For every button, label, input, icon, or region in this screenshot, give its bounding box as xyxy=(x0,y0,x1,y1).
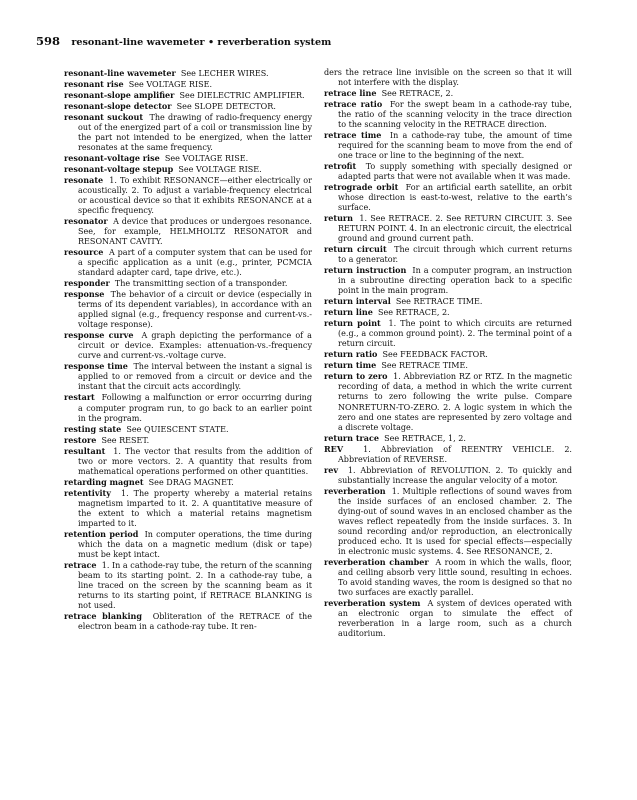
glossary-entry xyxy=(324,244,572,265)
entry-term: retarding magnet xyxy=(64,476,144,487)
entry-term: restart xyxy=(64,392,95,403)
glossary-entry xyxy=(64,446,312,477)
glossary-entry xyxy=(64,560,312,611)
entry-term: resonate xyxy=(64,175,104,186)
entry-definition: See QUIESCENT STATE. xyxy=(126,424,229,434)
glossary-entry xyxy=(324,598,572,639)
entry-definition: A graph depicting the performance of a circuit or device. Examples: attenuation-vs.-frequency curve and current-vs.-voltage curve. xyxy=(78,331,312,361)
glossary-entry xyxy=(64,435,312,446)
entry-definition: For the swept beam in a cathode-ray tube, the ratio of the scanning velocity in the trace direction to the scanning velocity in the RETRACE direction. xyxy=(338,100,572,130)
entry-term: resonant rise xyxy=(64,79,124,90)
glossary-entry xyxy=(64,611,312,632)
entry-definition: See VOLTAGE RISE. xyxy=(164,154,249,164)
glossary-entry xyxy=(324,99,572,130)
glossary-entry xyxy=(324,486,572,557)
entry-definition: 1. To exhibit RESONANCE—either electrically or acoustically. 2. To adjust a variable-frequency electrical or acoustical device so that it exhibits RESONANCE at a specific frequency. xyxy=(78,176,312,216)
entry-definition: See RETRACE, 1, 2. xyxy=(384,433,466,443)
entry-term: response xyxy=(64,289,105,300)
entry-definition: For an artificial earth satellite, an orbit whose direction is east-to-west, relative to the earth’s surface. xyxy=(338,183,572,213)
entry-term: resonant-slope detector xyxy=(64,101,172,112)
entry-term: retentivity xyxy=(64,487,111,498)
entry-term: retrace line xyxy=(324,88,377,99)
left-column xyxy=(64,68,312,632)
entry-definition: Following a malfunction or error occurring during a computer program run, to go back to an earlier point in the program. xyxy=(78,393,312,423)
glossary-entry xyxy=(64,247,312,278)
entry-term: resting state xyxy=(64,423,122,434)
page-number: 598 xyxy=(36,34,61,48)
entry-term: reverberation xyxy=(324,485,386,496)
entry-term: retrace blanking xyxy=(64,610,142,621)
glossary-entry xyxy=(64,361,312,392)
entry-definition: 1. Abbreviation RZ or RTZ. In the magnetic recording of data, a method in which the write current returns to zero following the write pulse. Compare NONRETURN-TO-ZERO. 2. A logic system in which the zero and one states are represented by zero voltage and a discrete voltage. xyxy=(338,372,572,432)
glossary-entry xyxy=(324,433,572,444)
glossary-entry xyxy=(64,424,312,435)
continuation-text: ders the retrace line invisible on the screen so that it will not interfere with the display. xyxy=(324,68,572,88)
entry-term: return to zero xyxy=(324,371,388,382)
glossary-entry xyxy=(64,68,312,79)
entry-term: retrace ratio xyxy=(324,99,383,110)
glossary-entry xyxy=(64,488,312,529)
entry-definition: The transmitting section of a transponder. xyxy=(114,279,288,289)
entry-definition: In a computer program, an instruction in a subroutine directing operation back to a specific point in the main program. xyxy=(338,266,572,296)
entry-term: return instruction xyxy=(324,265,407,276)
entry-definition: Obliteration of the RETRACE of the electron beam in a cathode-ray tube. It ren- xyxy=(78,611,312,631)
entry-term: return trace xyxy=(324,432,380,443)
running-title: resonant-line wavemeter • reverberation system xyxy=(71,37,332,48)
glossary-entry xyxy=(64,216,312,247)
entry-term: return interval xyxy=(324,296,391,307)
glossary-entry xyxy=(64,153,312,164)
glossary-entry xyxy=(324,161,572,182)
glossary-entry xyxy=(64,101,312,112)
entry-definition: 1. Abbreviation of REENTRY VEHICLE. 2. Abbreviation of REVERSE. xyxy=(338,444,572,464)
entry-term: retrace xyxy=(64,559,97,570)
entry-definition: See DRAG MAGNET. xyxy=(148,477,234,487)
entry-term: return time xyxy=(324,360,377,371)
entry-term: retrograde orbit xyxy=(324,182,399,193)
entry-definition: In computer operations, the time during which the data on a magnetic medium (disk or tape) must be kept intact. xyxy=(78,529,312,559)
glossary-entry xyxy=(324,307,572,318)
running-header xyxy=(36,34,607,48)
entry-term: resonant suckout xyxy=(64,112,144,123)
entry-definition: A device that produces or undergoes resonance. See, for example, HELMHOLTZ RESONATOR and RESONANT CAVITY. xyxy=(78,217,312,247)
glossary-entry xyxy=(64,175,312,216)
entry-term: restore xyxy=(64,434,97,445)
entry-term: return xyxy=(324,213,354,224)
entry-term: return line xyxy=(324,307,373,318)
glossary-entry xyxy=(64,529,312,560)
glossary-entry xyxy=(324,130,572,161)
entry-term: retrofit xyxy=(324,161,357,172)
glossary-entry xyxy=(324,88,572,99)
glossary-entry xyxy=(324,265,572,296)
entry-term: return point xyxy=(324,318,381,329)
entry-definition: See VOLTAGE RISE. xyxy=(128,80,213,90)
entry-definition: See LECHER WIRES. xyxy=(180,69,269,78)
entry-definition: See RESET. xyxy=(101,435,150,445)
entry-term: return circuit xyxy=(324,244,387,255)
glossary-entry xyxy=(324,371,572,432)
right-column xyxy=(324,68,572,639)
entry-definition: 1. Multiple reflections of sound waves from the inside surfaces of an enclosed chamber. 2. The dying-out of sound waves in an enclosed chamber as the waves reflect repeatedly from the inside surfaces. 3. In sound recording and/or reproduction, an electronically produced echo. It is used for special effects—especially in electronic music systems. 4. See RESONANCE, 2. xyxy=(338,486,572,556)
entry-term: reverberation chamber xyxy=(324,556,429,567)
entry-term: retention period xyxy=(64,528,139,539)
entry-definition: See RETRACE TIME. xyxy=(395,297,483,307)
entry-term: REV xyxy=(324,443,344,454)
entry-term: response curve xyxy=(64,330,134,341)
entry-definition: See RETRACE, 2. xyxy=(378,308,450,318)
continued-text xyxy=(324,68,572,88)
entry-term: resonant-voltage stepup xyxy=(64,164,174,175)
glossary-entry xyxy=(64,79,312,90)
glossary-entry xyxy=(324,296,572,307)
entry-definition: 1. The vector that results from the addition of two or more vectors. 2. A quantity that results from mathematical operations performed on other quantities. xyxy=(78,446,312,476)
entry-definition: See FEEDBACK FACTOR. xyxy=(382,350,488,360)
glossary-entry xyxy=(64,330,312,361)
entry-definition: The behavior of a circuit or device (especially in terms of its dependent variables), in accordance with an applied signal (e.g., frequency response and current-vs.-voltage response). xyxy=(78,290,312,330)
entry-definition: The interval between the instant a signal is applied to or removed from a circuit or device and the instant that the circuit acts accordingly. xyxy=(78,362,312,392)
entry-definition: 1. The point to which circuits are returned (e.g., a common ground point). 2. The terminal point of a return circuit. xyxy=(338,319,573,349)
entry-term: reverberation system xyxy=(324,597,421,608)
entry-definition: A system of devices operated with an electronic organ to simulate the effect of reverberation in a large room, such as a church auditorium. xyxy=(338,598,572,638)
entry-definition: See VOLTAGE RISE. xyxy=(178,165,262,175)
glossary-entry xyxy=(64,477,312,488)
glossary-entry xyxy=(64,112,312,153)
entry-term: resultant xyxy=(64,445,106,456)
entry-term: resonator xyxy=(64,216,108,227)
glossary-entry xyxy=(324,360,572,371)
glossary-entry xyxy=(64,392,312,423)
entry-definition: The circuit through which current returns to a generator. xyxy=(338,245,572,265)
entry-definition: See RETRACE, 2. xyxy=(381,89,454,99)
entry-term: return ratio xyxy=(324,349,378,360)
glossary-entry xyxy=(324,318,572,349)
glossary-entry xyxy=(324,182,572,213)
entry-term: resonant-line wavemeter xyxy=(64,68,176,78)
glossary-entry xyxy=(324,349,572,360)
glossary-entry xyxy=(324,444,572,465)
entry-term: responder xyxy=(64,278,110,289)
entry-definition: See SLOPE DETECTOR. xyxy=(176,102,276,112)
entry-term: retrace time xyxy=(324,130,382,141)
entry-definition: In a cathode-ray tube, the amount of time required for the scanning beam to move from the end of one trace or line to the beginning of the next. xyxy=(338,131,572,161)
glossary-entry xyxy=(64,90,312,101)
entry-definition: 1. In a cathode-ray tube, the return of the scanning beam to its starting point. 2. In a cathode-ray tube, a line traced on the screen by the scanning beam as it returns to its starting point, if RETRACE BLANKING is not used. xyxy=(78,560,312,610)
entry-definition: A part of a computer system that can be used for a specific application as a unit (e.g., printer, PCMCIA standard adapter card, tape drive, etc.). xyxy=(78,248,312,278)
entry-term: resource xyxy=(64,247,104,258)
entry-definition: See RETRACE TIME. xyxy=(381,361,468,371)
entry-definition: To supply something with specially designed or adapted parts that were not available when it was made. xyxy=(338,162,572,182)
entry-definition: A room in which the walls, floor, and ceiling absorb very little sound, resulting in echoes. To avoid standing waves, the room is designed so that no two surfaces are exactly parallel. xyxy=(338,557,572,597)
entry-definition: 1. See RETRACE. 2. See RETURN CIRCUIT. 3. See RETURN POINT. 4. In an electronic circuit, the electrical ground and ground current path. xyxy=(338,214,572,244)
entry-term: response time xyxy=(64,361,128,372)
glossary-entry xyxy=(64,278,312,289)
glossary-entry xyxy=(64,289,312,330)
entry-definition: See DIELECTRIC AMPLIFIER. xyxy=(179,91,305,101)
entry-definition: The drawing of radio-frequency energy out of the energized part of a coil or transmission line by the part not intended to be energized, when the latter resonates at the same frequency. xyxy=(78,113,312,153)
entry-term: resonant-slope amplifier xyxy=(64,90,175,101)
glossary-entry xyxy=(64,164,312,175)
entry-definition: 1. Abbreviation of REVOLUTION. 2. To quickly and substantially increase the angular velocity of a motor. xyxy=(338,465,572,485)
entry-definition: 1. The property whereby a material retains magnetism imparted to it. 2. A quantitative measure of the extent to which a material retains magnetism imparted to it. xyxy=(78,488,312,528)
entry-term: rev xyxy=(324,464,339,475)
glossary-entry xyxy=(324,465,572,486)
entry-term: resonant-voltage rise xyxy=(64,153,160,164)
glossary-entry xyxy=(324,557,572,598)
glossary-entry xyxy=(324,213,572,244)
